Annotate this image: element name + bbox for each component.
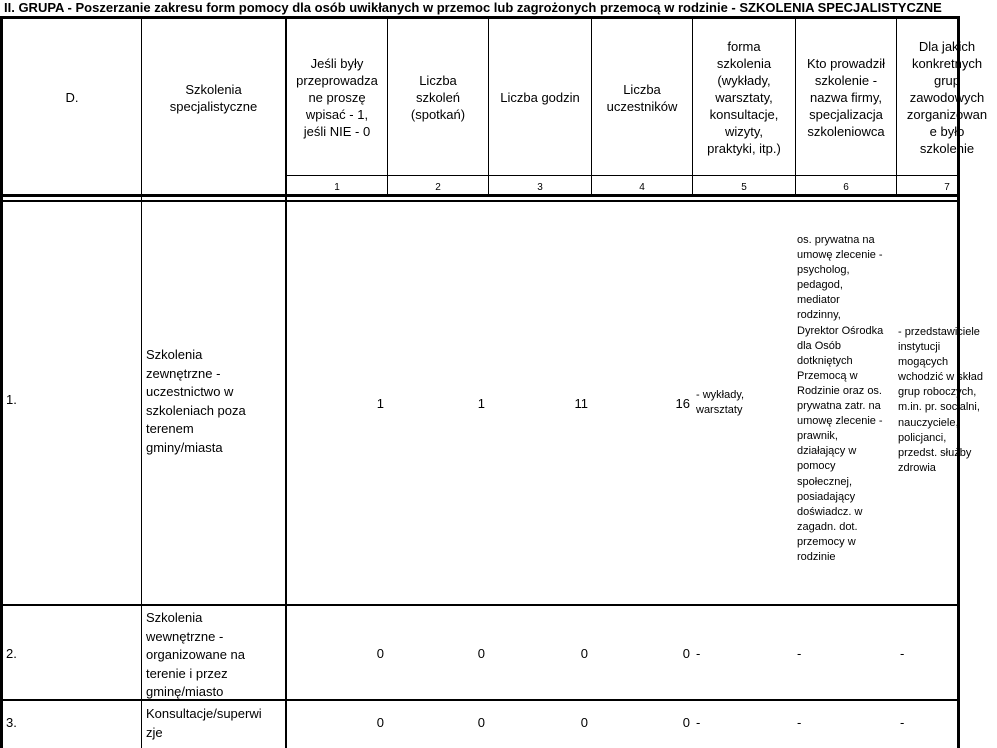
row-participants: 0: [682, 715, 690, 730]
row-target-groups: -: [900, 715, 905, 730]
table-top-border: [0, 16, 960, 19]
row-target-groups: -: [900, 646, 905, 661]
col-number: 6: [843, 182, 849, 193]
header-hours: Liczba godzin: [500, 90, 580, 105]
row-trainer: -: [797, 646, 802, 661]
row-number: 1.: [6, 392, 17, 407]
row-form: -: [696, 646, 701, 661]
header-participants: Liczba uczestników: [606, 81, 678, 114]
row-name: Konsultacje/superwi zje: [146, 706, 262, 740]
row-trainer: -: [797, 715, 802, 730]
row-form: -: [696, 715, 701, 730]
row-number: 2.: [6, 646, 17, 661]
row1-bottom-border: [0, 604, 960, 606]
header-training-count: Liczba szkoleń (spotkań): [410, 73, 466, 122]
row-trainer: os. prywatna na umowę zlecenie - psycholog, pedagod, mediator rodzinny, Dyrektor Ośrodka dla Osób dotkniętych Przemocą w Rodzinie oraz os. prywatna zatr. na umowę zlecenie - prawnik, działający w pomocy społecznej, posiadający doświadcz. w zagadn. dot. przemocy w rodzinie: [797, 234, 884, 563]
row-hours: 0: [580, 715, 588, 730]
row-participants: 16: [675, 396, 690, 411]
row-conducted: 1: [376, 396, 384, 411]
col-number: 1: [334, 182, 340, 193]
header-trainer: Kto prowadził szkolenie - nazwa firmy, specjalizacja szkoleniowca: [806, 56, 886, 139]
page-title: II. GRUPA - Poszerzanie zakresu form pomocy dla osób uwikłanych w przemoc lub zagrożonych przemocą w rodzinie - SZKOLENIA SPECJALISTYCZNE: [4, 0, 942, 15]
row-name: Szkolenia zewnętrzne - uczestnictwo w szkoleniach poza terenem gminy/miasta: [146, 347, 246, 455]
row-training-count: 0: [477, 646, 485, 661]
row-conducted: 0: [376, 715, 384, 730]
row-hours: 0: [580, 646, 588, 661]
row-name: Szkolenia wewnętrzne - organizowane na terenie i przez gminę/miasto: [146, 610, 246, 699]
row-conducted: 0: [376, 646, 384, 661]
header-form: forma szkolenia (wykłady, warsztaty, konsultacje, wizyty, praktyki, itp.): [707, 39, 781, 156]
row2-bottom-border: [0, 699, 960, 701]
section-label: D.: [65, 90, 79, 105]
row-hours: 11: [574, 396, 588, 411]
header-training-type: Szkolenia specjalistyczne: [169, 81, 258, 114]
row-number: 3.: [6, 715, 17, 730]
col-number: 5: [741, 182, 747, 193]
col-number: 7: [944, 182, 950, 193]
row-target-groups: - przedstawiciele instytucji mogących wchodzić w skład grup roboczych, m.in. pr. socjalni, nauczyciele, policjanci, przedst. służby zdrowia: [898, 326, 983, 474]
row-training-count: 0: [477, 715, 485, 730]
col-number: 4: [639, 182, 645, 193]
col-number: 3: [537, 182, 543, 193]
header-bottom-border: [0, 194, 960, 197]
row-training-count: 1: [477, 396, 485, 411]
header-conducted: Jeśli były przeprowadza ne proszę wpisać - 1, jeśli NIE - 0: [296, 56, 378, 139]
row-participants: 0: [682, 646, 690, 661]
row-form: - wykłady, warsztaty: [696, 389, 745, 417]
col-number: 2: [435, 182, 441, 193]
section-gap-border: [0, 200, 960, 202]
header-target-groups: Dla jakich konkretnych grup zawodowych zorganizowan e było szkolenie: [906, 39, 988, 156]
